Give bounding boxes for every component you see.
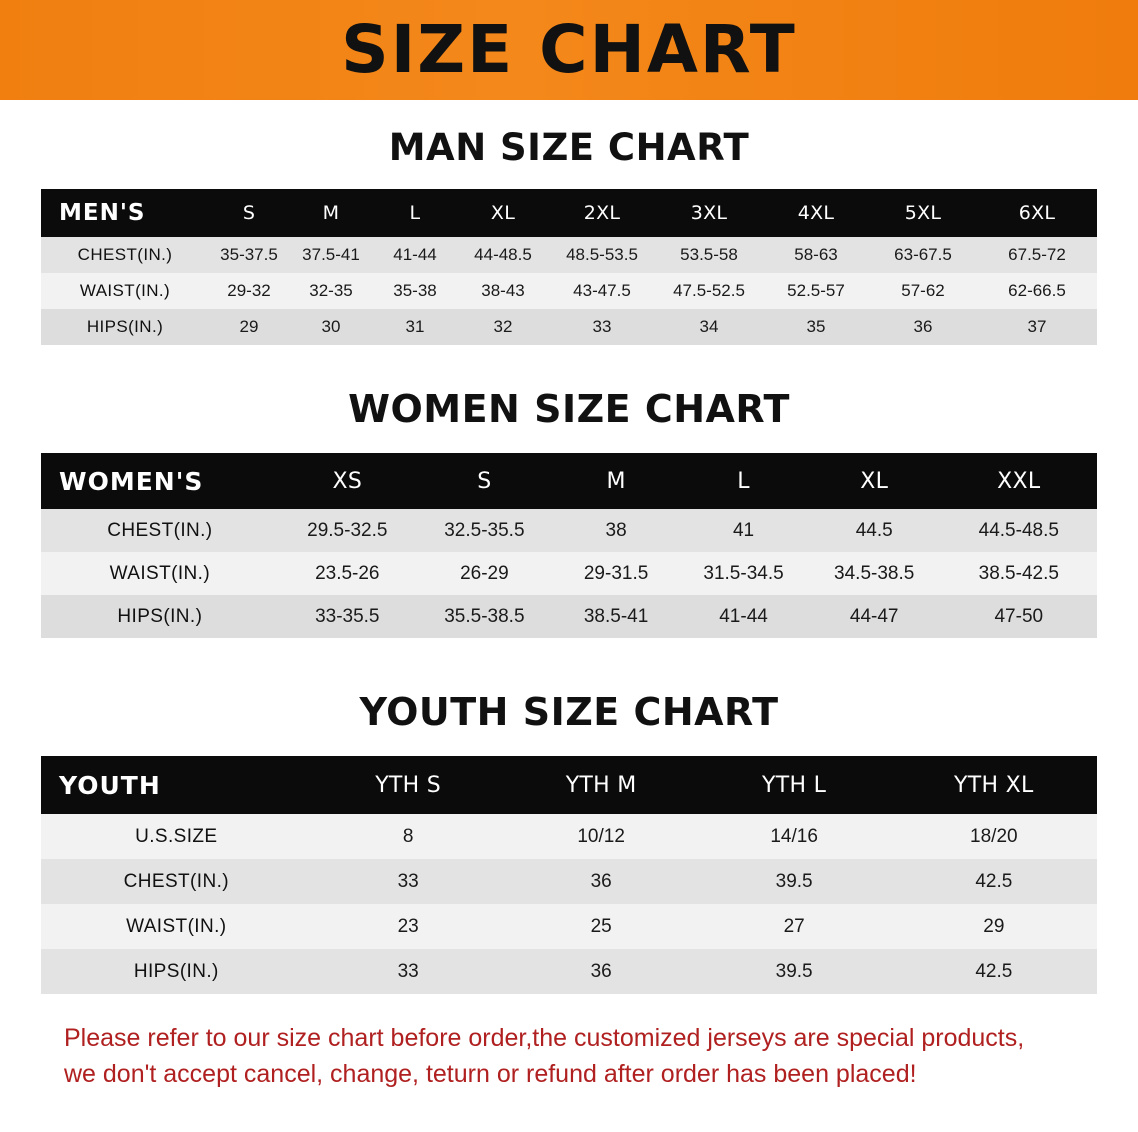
women-waist-m: 29-31.5 (583, 562, 649, 584)
women-waist-l: 31.5-34.5 (703, 562, 784, 584)
women-section-heading: WOMEN SIZE CHART (348, 387, 790, 431)
man-header-m: M (322, 202, 340, 224)
women-hips-xl: 44-47 (849, 605, 899, 627)
man-waist-6xl: 62-66.5 (1008, 281, 1066, 300)
youth-ussize-m: 10/12 (577, 825, 625, 847)
women-waist-s: 26-29 (460, 562, 509, 584)
youth-header-l: YTH L (762, 772, 827, 798)
youth-chest-m: 36 (590, 870, 612, 892)
table-row (41, 237, 1097, 273)
man-header-2xl: 2XL (583, 202, 621, 224)
table-row (41, 509, 1097, 552)
youth-ussize-l: 14/16 (770, 825, 818, 847)
man-hips-xl: 32 (493, 317, 513, 336)
women-header-m: M (606, 468, 626, 494)
youth-chest-s: 33 (397, 870, 419, 892)
note-line-2: we don't accept cancel, change, teturn or refund after order has been placed! (64, 1060, 917, 1089)
youth-waist-xl: 29 (983, 915, 1005, 937)
table-row (41, 595, 1097, 638)
women-header-xs: XS (332, 468, 363, 494)
women-row-chest-label: CHEST(IN.) (107, 519, 213, 541)
man-chest-5xl: 63-67.5 (894, 245, 952, 264)
man-waist-xl: 38-43 (481, 281, 525, 300)
man-hips-6xl: 37 (1027, 317, 1047, 336)
youth-hips-l: 39.5 (775, 960, 813, 982)
table-row (41, 273, 1097, 309)
man-hips-3xl: 34 (699, 317, 719, 336)
youth-row-chest-label: CHEST(IN.) (123, 870, 229, 892)
man-chest-xl: 44-48.5 (474, 245, 532, 264)
man-size-table-wrapper (41, 189, 1097, 345)
table-row (41, 904, 1097, 949)
man-waist-s: 29-32 (227, 281, 271, 300)
man-header-3xl: 3XL (690, 202, 728, 224)
youth-hips-m: 36 (590, 960, 612, 982)
youth-ussize-xl: 18/20 (970, 825, 1018, 847)
man-hips-l: 31 (405, 317, 425, 336)
man-waist-2xl: 43-47.5 (573, 281, 631, 300)
youth-waist-l: 27 (783, 915, 805, 937)
youth-chest-l: 39.5 (775, 870, 813, 892)
women-waist-xs: 23.5-26 (315, 562, 380, 584)
women-row-hips-label: HIPS(IN.) (117, 605, 203, 627)
women-chest-s: 32.5-35.5 (444, 519, 525, 541)
youth-header-xl: YTH XL (954, 772, 1034, 798)
women-table-header-row (41, 453, 1097, 509)
man-row-waist-label: WAIST(IN.) (79, 281, 171, 300)
women-size-table-wrapper (41, 453, 1097, 638)
man-row-hips-label: HIPS(IN.) (86, 317, 164, 336)
man-chest-6xl: 67.5-72 (1008, 245, 1066, 264)
youth-section-heading: YOUTH SIZE CHART (359, 690, 779, 734)
youth-row-ussize-label: U.S.SIZE (135, 825, 218, 847)
youth-waist-s: 23 (397, 915, 419, 937)
man-hips-m: 30 (321, 317, 341, 336)
man-waist-l: 35-38 (393, 281, 437, 300)
man-waist-4xl: 52.5-57 (787, 281, 845, 300)
man-header-l: L (409, 202, 421, 224)
women-row-waist-label: WAIST(IN.) (109, 562, 211, 584)
table-row (41, 309, 1097, 345)
man-chest-4xl: 58-63 (794, 245, 838, 264)
man-size-table (41, 189, 1097, 345)
women-hips-s: 35.5-38.5 (444, 605, 525, 627)
man-hips-s: 29 (239, 317, 259, 336)
women-hips-l: 41-44 (719, 605, 768, 627)
man-chest-l: 41-44 (393, 245, 437, 264)
women-waist-xxl: 38.5-42.5 (978, 562, 1059, 584)
man-chest-s: 35-37.5 (220, 245, 278, 264)
youth-header-s: YTH S (375, 772, 442, 798)
return-policy-note (64, 1020, 1074, 1093)
women-header-s: S (477, 468, 492, 494)
youth-size-table (41, 756, 1097, 994)
youth-row-hips-label: HIPS(IN.) (133, 960, 219, 982)
youth-hips-s: 33 (397, 960, 419, 982)
man-header-4xl: 4XL (797, 202, 835, 224)
women-header-l: L (737, 468, 750, 494)
man-chest-3xl: 53.5-58 (680, 245, 738, 264)
youth-header-m: YTH M (565, 772, 637, 798)
youth-row-waist-label: WAIST(IN.) (126, 915, 227, 937)
man-header-xl: XL (490, 202, 516, 224)
man-waist-m: 32-35 (309, 281, 353, 300)
man-chest-2xl: 48.5-53.5 (566, 245, 638, 264)
table-row (41, 949, 1097, 994)
man-hips-4xl: 35 (806, 317, 826, 336)
women-hips-m: 38.5-41 (583, 605, 649, 627)
table-row (41, 552, 1097, 595)
man-header-label: MEN'S (59, 200, 146, 226)
youth-ussize-s: 8 (402, 825, 414, 847)
youth-table-header-row (41, 756, 1097, 814)
women-header-xl: XL (860, 468, 889, 494)
youth-header-label: YOUTH (59, 770, 161, 800)
youth-waist-m: 25 (590, 915, 612, 937)
man-hips-5xl: 36 (913, 317, 933, 336)
women-header-xxl: XXL (997, 468, 1041, 494)
women-hips-xs: 33-35.5 (315, 605, 380, 627)
man-chest-m: 37.5-41 (302, 245, 360, 264)
women-chest-l: 41 (732, 519, 755, 541)
youth-hips-xl: 42.5 (975, 960, 1013, 982)
women-chest-xl: 44.5 (855, 519, 893, 541)
man-hips-2xl: 33 (592, 317, 612, 336)
man-section-heading: MAN SIZE CHART (388, 126, 750, 169)
youth-size-table-wrapper (41, 756, 1097, 994)
man-header-s: S (242, 202, 256, 224)
man-waist-3xl: 47.5-52.5 (673, 281, 745, 300)
man-header-6xl: 6XL (1018, 202, 1056, 224)
women-size-table (41, 453, 1097, 638)
note-line-1: Please refer to our size chart before order,the customized jerseys are special products, (64, 1024, 1025, 1052)
page-banner (0, 0, 1138, 100)
man-row-chest-label: CHEST(IN.) (77, 245, 173, 264)
women-chest-xxl: 44.5-48.5 (978, 519, 1059, 541)
women-waist-xl: 34.5-38.5 (834, 562, 915, 584)
youth-chest-xl: 42.5 (975, 870, 1013, 892)
women-chest-m: 38 (605, 519, 627, 541)
women-chest-xs: 29.5-32.5 (307, 519, 388, 541)
man-header-5xl: 5XL (904, 202, 942, 224)
page-title: SIZE CHART (341, 11, 797, 88)
table-row (41, 859, 1097, 904)
women-hips-xxl: 47-50 (994, 605, 1044, 627)
man-waist-5xl: 57-62 (901, 281, 945, 300)
table-row (41, 814, 1097, 859)
man-table-header-row (41, 189, 1097, 237)
women-header-label: WOMEN'S (59, 466, 204, 496)
